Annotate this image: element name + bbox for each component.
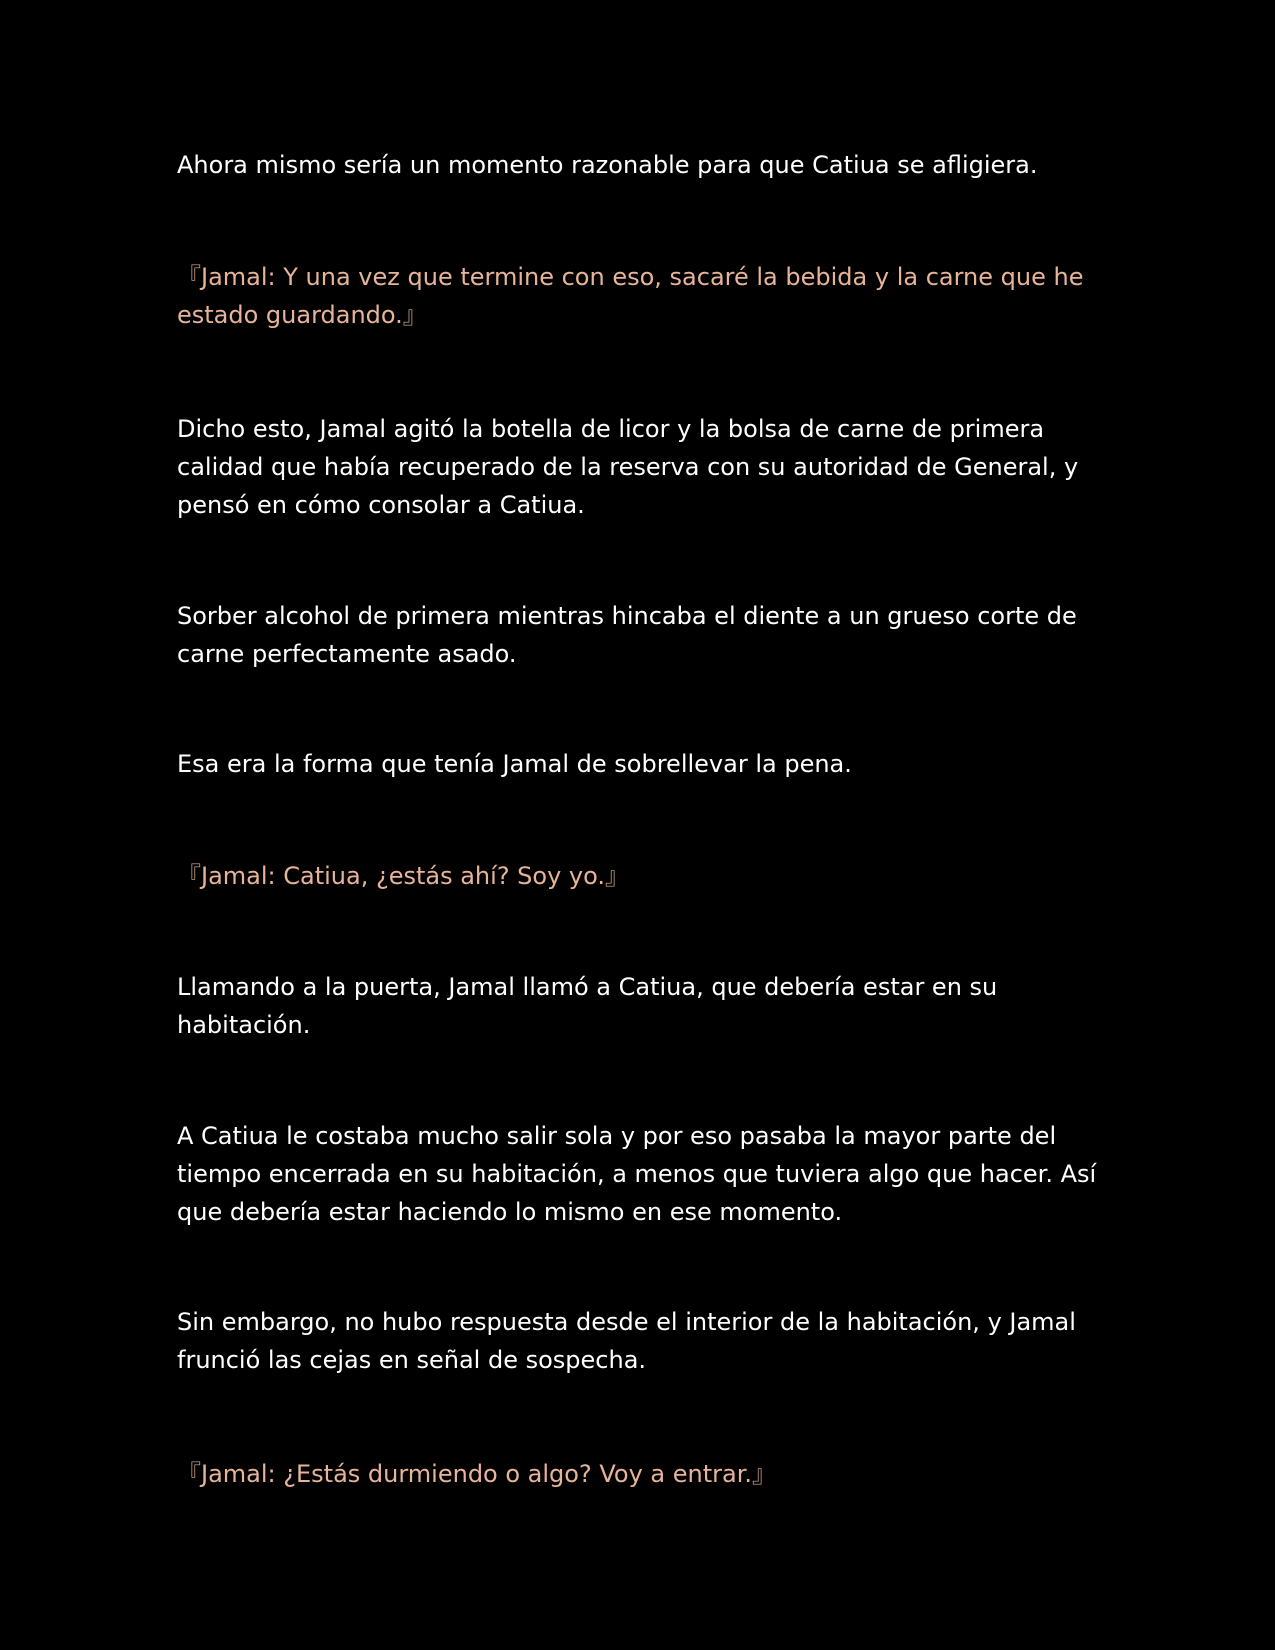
dialogue-line: 『Jamal: ¿Estás durmiendo o algo? Voy a entrar.』 bbox=[177, 1460, 777, 1488]
narration-paragraph: Esa era la forma que tenía Jamal de sobrellevar la pena. bbox=[177, 750, 852, 778]
dialogue-line: 『Jamal: Catiua, ¿estás ahí? Soy yo.』 bbox=[177, 862, 630, 890]
narration-paragraph: Sorber alcohol de primera mientras hincaba el diente a un grueso corte de carne perfectamente asado. bbox=[177, 602, 1077, 668]
narration-paragraph: Sin embargo, no hubo respuesta desde el interior de la habitación, y Jamal frunció las cejas en señal de sospecha. bbox=[177, 1308, 1076, 1374]
narration-paragraph: Ahora mismo sería un momento razonable para que Catiua se afligiera. bbox=[177, 151, 1038, 179]
narration-paragraph: A Catiua le costaba mucho salir sola y por eso pasaba la mayor parte del tiempo encerrada en su habitación, a menos que tuviera algo que hacer. Así que debería estar haciendo lo mismo en ese momento. bbox=[177, 1122, 1097, 1226]
narration-paragraph: Dicho esto, Jamal agitó la botella de licor y la bolsa de carne de primera calidad que había recuperado de la reserva con su autoridad de General, y pensó en cómo consolar a Catiua. bbox=[177, 415, 1079, 519]
narration-paragraph: Llamando a la puerta, Jamal llamó a Catiua, que debería estar en su habitación. bbox=[177, 973, 998, 1039]
dialogue-line: 『Jamal: Y una vez que termine con eso, sacaré la bebida y la carne que he estado guardando.』 bbox=[177, 263, 1084, 329]
